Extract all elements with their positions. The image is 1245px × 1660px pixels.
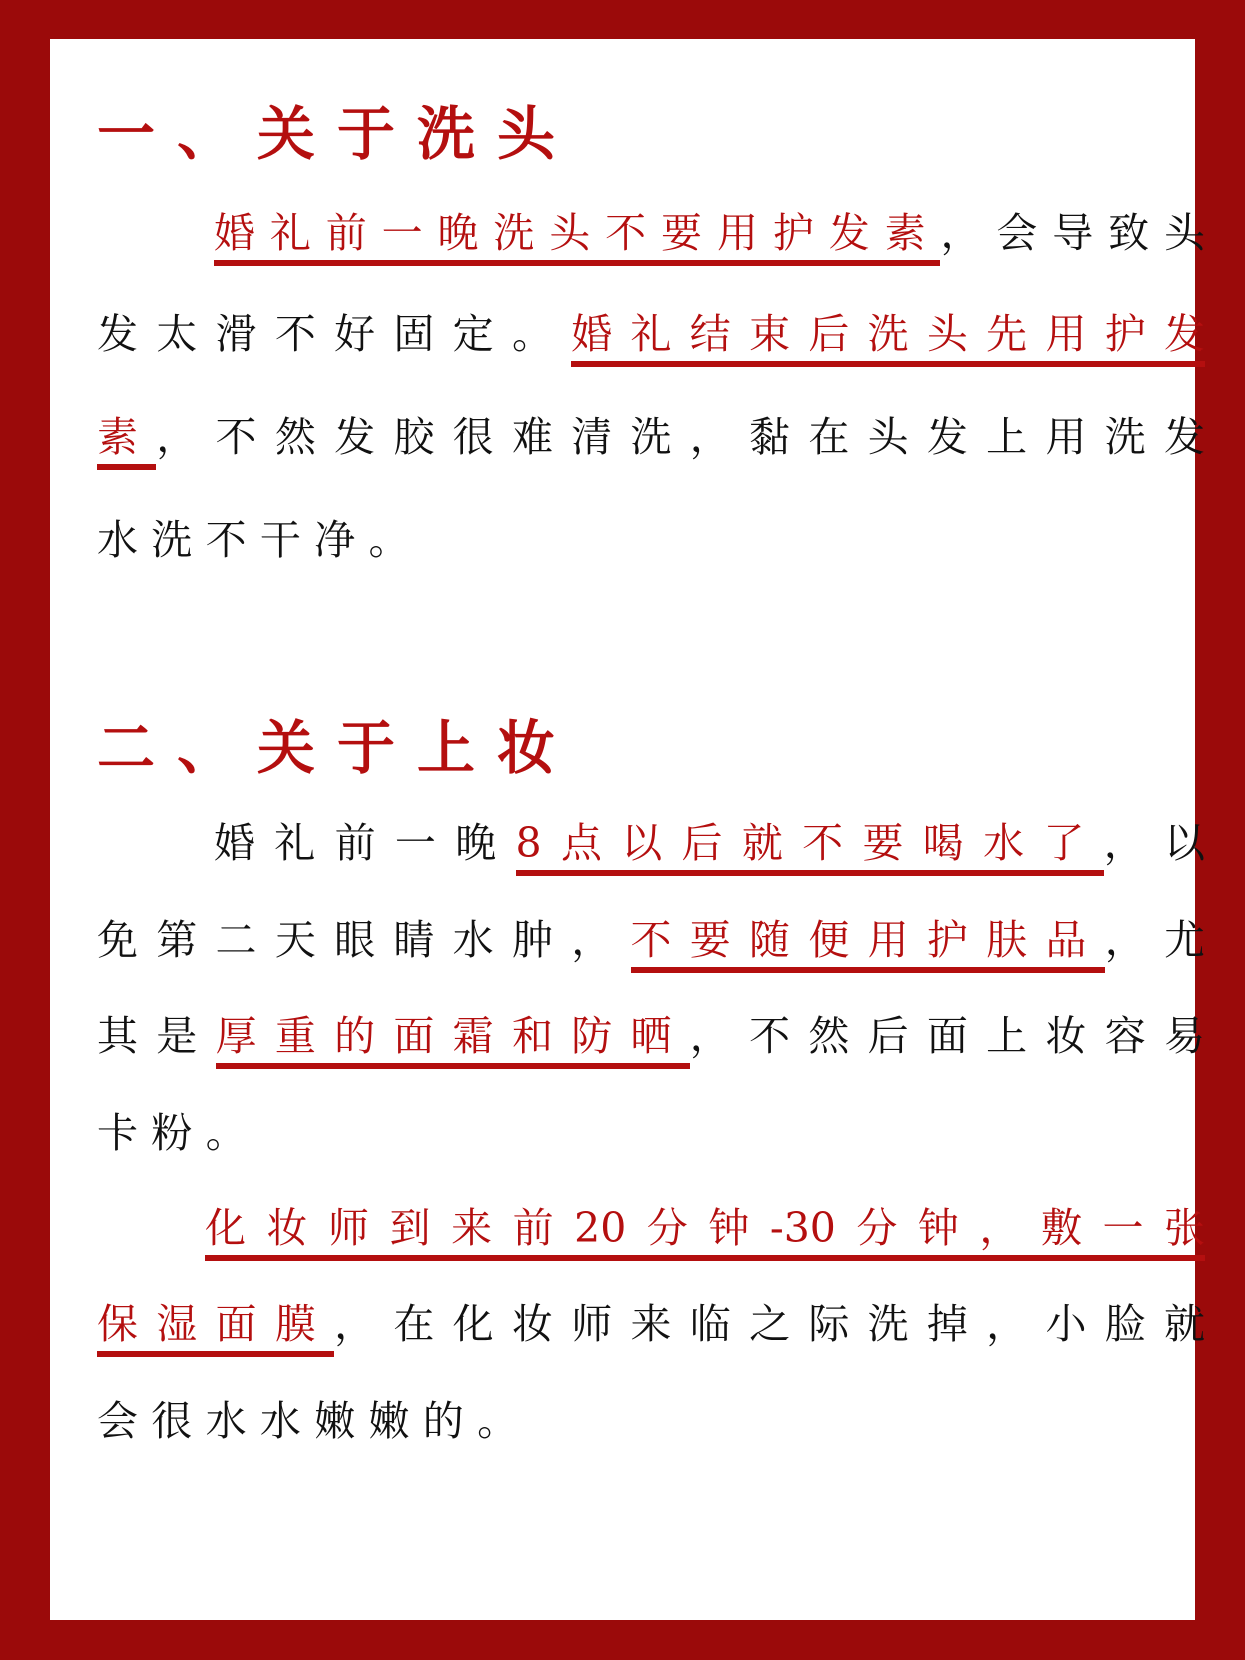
- text-segment: ，尤: [1104, 916, 1206, 964]
- paragraph-line: [97, 1204, 1205, 1252]
- highlighted-phrase: 保湿面膜: [97, 1300, 334, 1357]
- text-segment: ，会导致头: [940, 209, 1206, 257]
- text-segment: 婚礼前一晚: [214, 819, 516, 867]
- section-heading-makeup: 二、关于上妆: [97, 714, 578, 782]
- text-segment: 会很水水嫩嫩的。: [97, 1397, 532, 1445]
- paragraph-line: [97, 916, 1206, 964]
- paragraph-line: [97, 1012, 1206, 1060]
- highlighted-phrase: 素: [97, 413, 156, 470]
- paragraph-line: [97, 1397, 1205, 1445]
- text-segment: 其是: [97, 1012, 216, 1060]
- text-segment: 水洗不干净。: [97, 516, 423, 564]
- paragraph-line: [97, 310, 1206, 358]
- text-segment: 卡粉。: [97, 1109, 260, 1157]
- paragraph-line: [97, 209, 1206, 257]
- text-segment: 发太滑不好固定。: [97, 310, 572, 358]
- highlighted-phrase: 厚重的面霜和防晒: [216, 1012, 690, 1069]
- paragraph-line: [97, 819, 1206, 867]
- text-segment: ，不然发胶很难清洗，黏在头发上用洗发: [156, 413, 1206, 461]
- section-heading-wash-hair: 一、关于洗头: [97, 100, 578, 168]
- highlighted-phrase: 婚礼前一晚洗头不要用护发素: [214, 209, 940, 266]
- highlighted-phrase: 婚礼结束后洗头先用护发: [571, 310, 1205, 367]
- text-segment: ，不然后面上妆容易: [689, 1012, 1206, 1060]
- paragraph-line: [97, 1109, 1205, 1157]
- highlighted-phrase: 8点以后就不要喝水了: [516, 819, 1104, 876]
- paragraph-line: [97, 516, 1205, 564]
- highlighted-phrase: 不要随便用护肤品: [631, 916, 1105, 973]
- paragraph-line: [97, 413, 1206, 461]
- text-segment: 免第二天眼睛水肿，: [97, 916, 631, 964]
- text-segment: ，在化妆师来临之际洗掉，小脸就: [334, 1300, 1206, 1348]
- content-card: [50, 39, 1206, 1620]
- paragraph-line: [97, 1300, 1206, 1348]
- text-segment: ，以: [1103, 819, 1206, 867]
- highlighted-phrase: 化妆师到来前20分钟-30分钟，敷一张: [205, 1204, 1205, 1261]
